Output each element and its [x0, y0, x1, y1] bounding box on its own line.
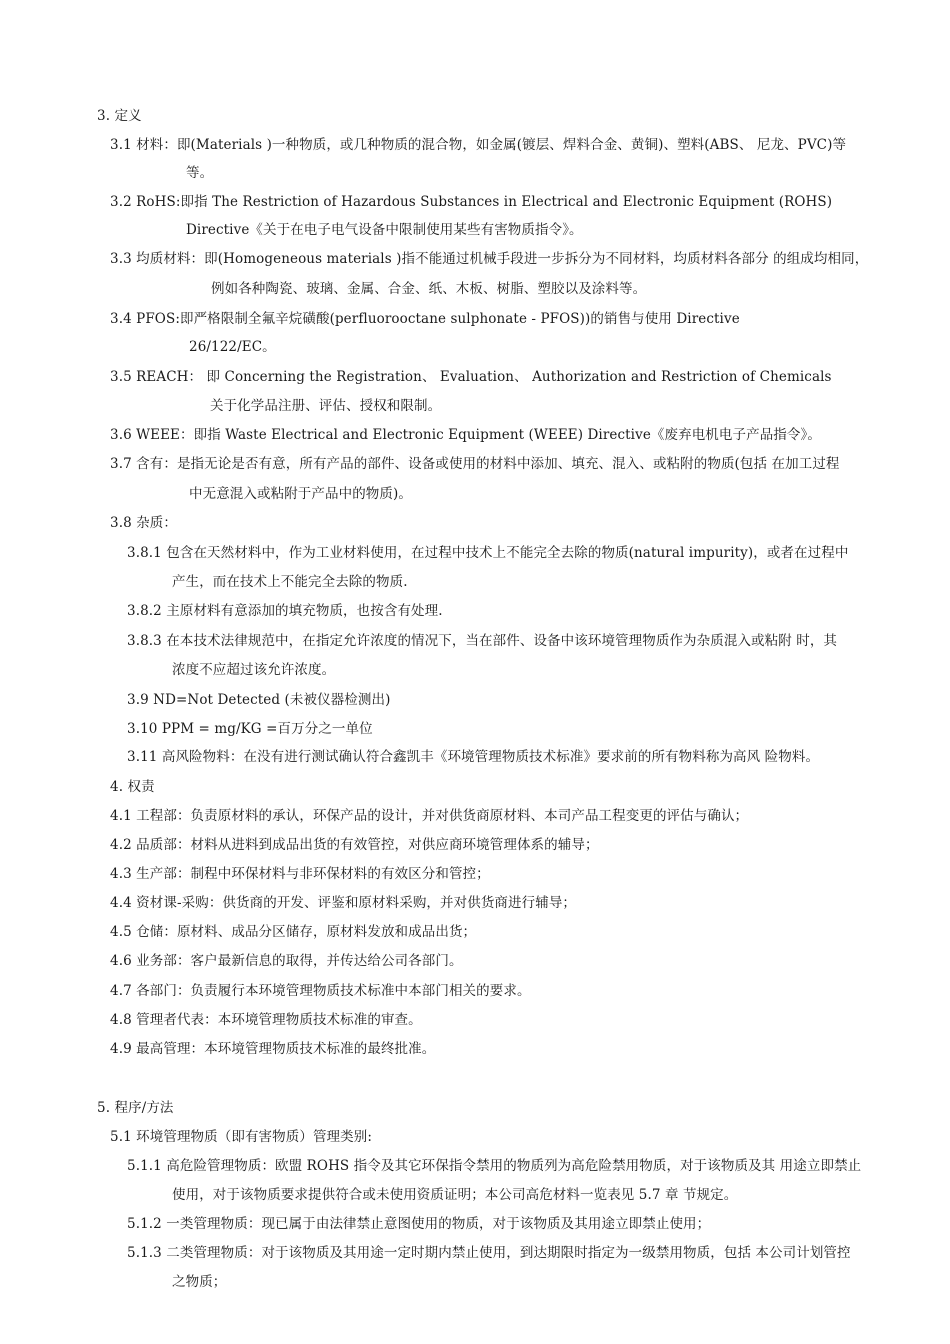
- responsibility-4-2: 4.2 品质部：材料从进料到成品出货的有效管控，对供应商环境管理体系的辅导；: [110, 837, 599, 853]
- procedure-5-1-3-cont: 之物质；: [172, 1274, 227, 1290]
- responsibility-4-9: 4.9 最高管理：本环境管理物质技术标准的最终批准。: [110, 1041, 436, 1057]
- procedure-5-1: 5.1 环境管理物质（即有害物质）管理类别:: [110, 1129, 373, 1145]
- definition-3-8-title: 3.8 杂质：: [110, 515, 177, 531]
- definition-3-6: 3.6 WEEE：即指 Waste Electrical and Electronic Equipment (WEEE) Directive《废弃电机电子产品指令》。: [110, 427, 821, 443]
- responsibility-4-8: 4.8 管理者代表：本环境管理物质技术标准的审查。: [110, 1012, 422, 1028]
- responsibility-4-4: 4.4 资材课-采购：供货商的开发、评鉴和原材料采购，并对供货商进行辅导；: [110, 895, 577, 911]
- section-4-heading: 4. 权责: [110, 779, 155, 795]
- definition-3-2: 3.2 RoHS:即指 The Restriction of Hazardous Substances in Electrical and Electronic Equipment (ROHS): [110, 194, 833, 210]
- responsibility-4-3: 4.3 生产部：制程中环保材料与非环保材料的有效区分和管控；: [110, 866, 490, 882]
- definition-3-4-cont: 26/122/EC。: [189, 339, 276, 355]
- section-3-heading: 3. 定义: [97, 108, 142, 124]
- procedure-5-1-1: 5.1.1 高危险管理物质：欧盟 ROHS 指令及其它环保指令禁用的物质列为高危险禁用物质，对于该物质及其 用途立即禁止: [127, 1158, 862, 1174]
- definition-3-9: 3.9 ND=Not Detected (未被仪器检测出): [127, 692, 391, 708]
- definition-3-3: 3.3 均质材料：即(Homogeneous materials )指不能通过机械手段进一步拆分为不同材料，均质材料各部分 的组成均相同，: [110, 251, 869, 267]
- section-5-heading: 5. 程序/方法: [97, 1100, 174, 1116]
- procedure-5-1-2: 5.1.2 一类管理物质：现已属于由法律禁止意图使用的物质，对于该物质及其用途立即禁止使用；: [127, 1216, 711, 1232]
- definition-3-8-1-cont: 产生，而在技术上不能完全去除的物质.: [172, 574, 408, 590]
- definition-3-10: 3.10 PPM = mg/KG =百万分之一单位: [127, 721, 373, 737]
- definition-3-1: 3.1 材料：即(Materials )一种物质，或几种物质的混合物，如金属(镀层、焊料合金、黄铜)、塑料(ABS、 尼龙、PVC)等: [110, 137, 847, 153]
- definition-3-7: 3.7 含有：是指无论是否有意，所有产品的部件、设备或使用的材料中添加、填充、混入、或粘附的物质(包括 在加工过程: [110, 456, 840, 472]
- responsibility-4-1: 4.1 工程部：负责原材料的承认，环保产品的设计，并对供货商原材料、本司产品工程变更的评估与确认；: [110, 808, 749, 824]
- procedure-5-1-1-cont: 使用，对于该物质要求提供符合或未使用资质证明；本公司高危材料一览表见 5.7 章 节规定。: [172, 1187, 738, 1203]
- definition-3-1-cont: 等。: [186, 165, 214, 181]
- definition-3-3-cont: 例如各种陶瓷、玻璃、金属、合金、纸、木板、树脂、塑胶以及涂料等。: [211, 281, 647, 297]
- definition-3-5: 3.5 REACH： 即 Concerning the Registration、 Evaluation、 Authorization and Restriction of Chemicals: [110, 369, 832, 385]
- definition-3-2-cont: Directive《关于在电子电气设备中限制使用某些有害物质指令》。: [186, 222, 583, 238]
- definition-3-8-3-cont: 浓度不应超过该允许浓度。: [172, 662, 336, 678]
- definition-3-11: 3.11 高风险物料：在没有进行测试确认符合鑫凯丰《环境管理物质技术标准》要求前的所有物料称为高风 险物料。: [127, 749, 820, 765]
- definition-3-7-cont: 中无意混入或粘附于产品中的物质)。: [189, 486, 412, 502]
- definition-3-8-1: 3.8.1 包含在天然材料中，作为工业材料使用，在过程中技术上不能完全去除的物质(natural impurity)，或者在过程中: [127, 545, 849, 561]
- responsibility-4-5: 4.5 仓储：原材料、成品分区储存，原材料发放和成品出货；: [110, 924, 477, 940]
- definition-3-8-3: 3.8.3 在本技术法律规范中，在指定允许浓度的情况下，当在部件、设备中该环境管理物质作为杂质混入或粘附 时，其: [127, 633, 838, 649]
- definition-3-8-2: 3.8.2 主原材料有意添加的填充物质，也按含有处理.: [127, 603, 443, 619]
- procedure-5-1-3: 5.1.3 二类管理物质：对于该物质及其用途一定时期内禁止使用，到达期限时指定为一级禁用物质，包括 本公司计划管控: [127, 1245, 851, 1261]
- responsibility-4-7: 4.7 各部门：负责履行本环境管理物质技术标准中本部门相关的要求。: [110, 983, 531, 999]
- responsibility-4-6: 4.6 业务部：客户最新信息的取得，并传达给公司各部门。: [110, 953, 463, 969]
- definition-3-4: 3.4 PFOS:即严格限制全氟辛烷磺酸(perfluorooctane sulphonate - PFOS))的销售与使用 Directive: [110, 311, 740, 327]
- definition-3-5-cont: 关于化学品注册、评估、授权和限制。: [210, 398, 442, 414]
